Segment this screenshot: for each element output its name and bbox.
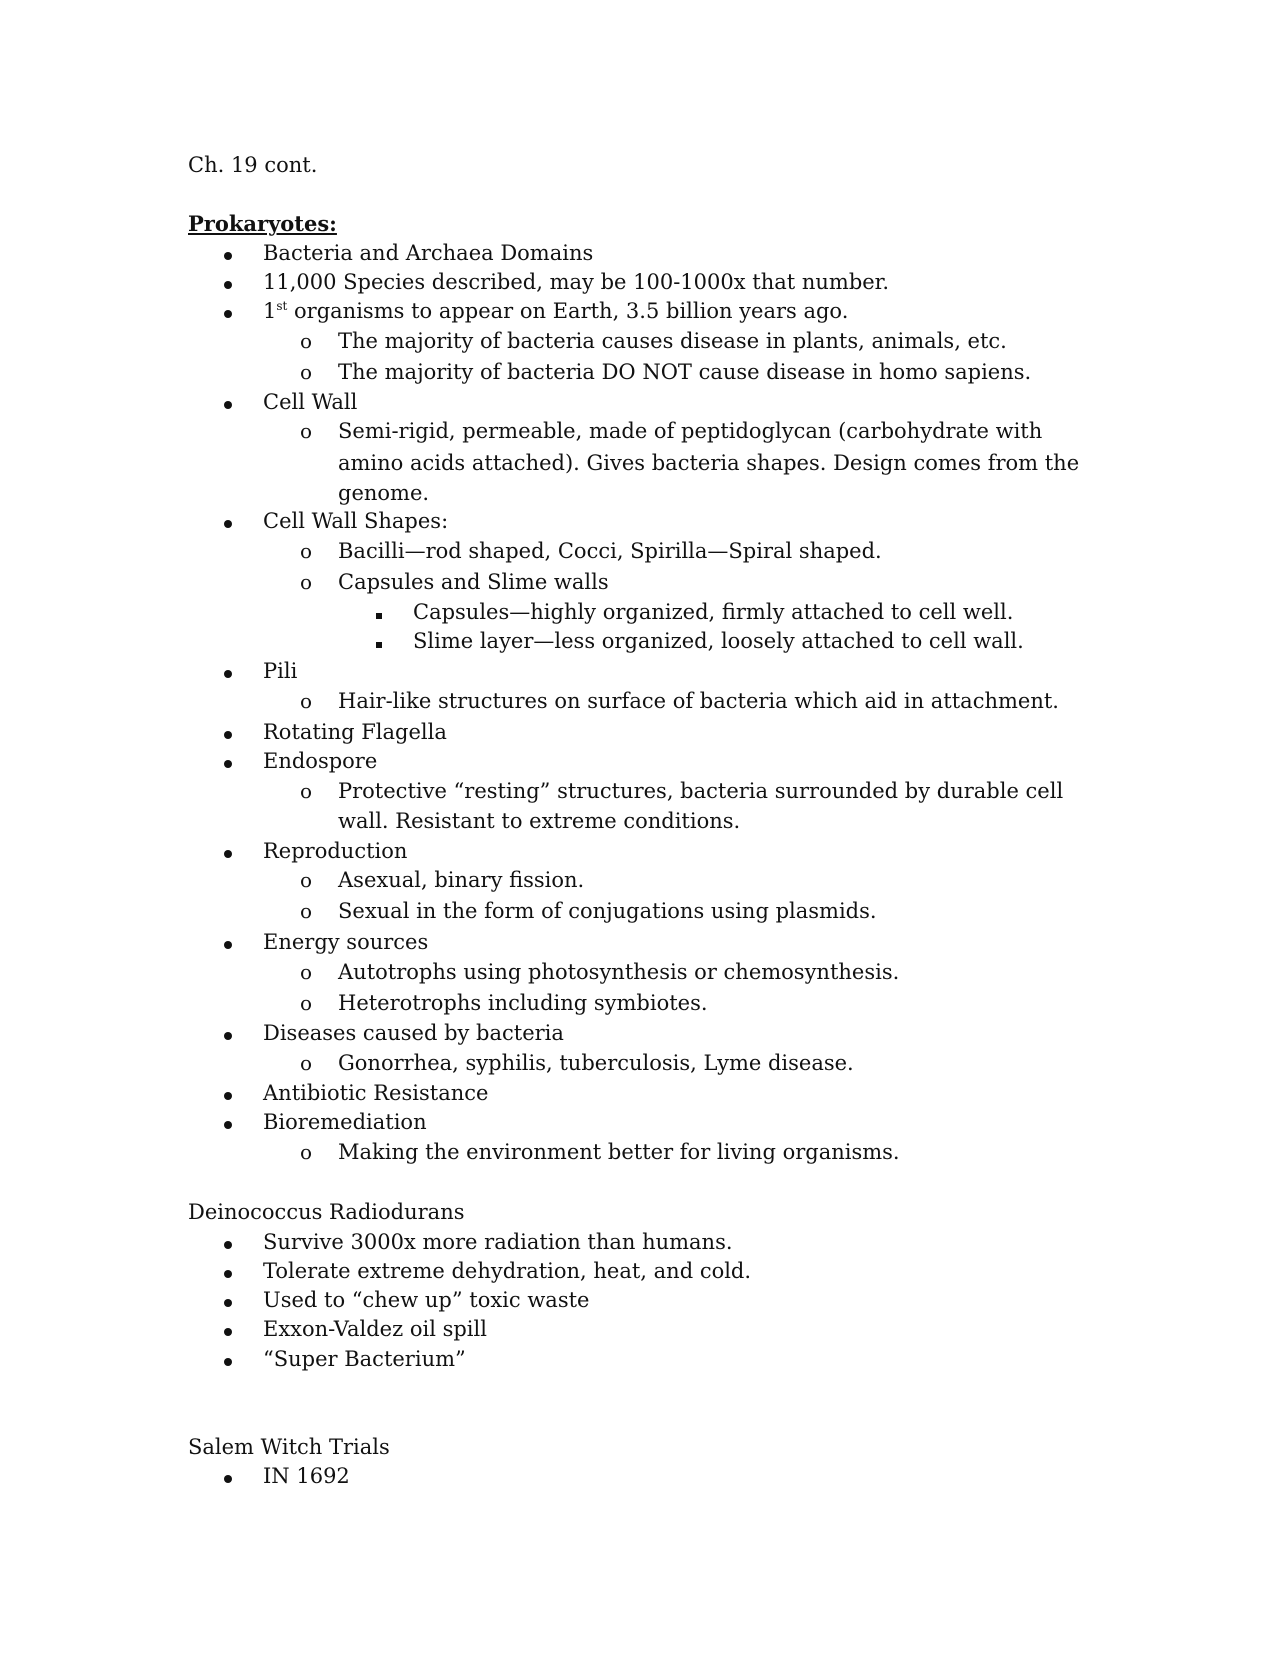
list-item-flagella: Rotating Flagella xyxy=(263,720,447,744)
sub-item-line: wall. Resistant to extreme conditions. xyxy=(338,809,741,833)
bullet-marker xyxy=(224,838,232,864)
sub-bullet-marker: o xyxy=(300,1140,313,1164)
list-item: Exxon-Valdez oil spill xyxy=(263,1317,487,1341)
sub-bullet-marker: o xyxy=(300,899,313,923)
list-item-antibiotic: Antibiotic Resistance xyxy=(263,1081,489,1105)
sub-bullet-marker: o xyxy=(300,960,313,984)
list-item-endospore: Endospore xyxy=(263,749,378,773)
sub-item: Capsules and Slime walls xyxy=(338,570,609,594)
bullet-marker xyxy=(224,1346,232,1372)
list-item: Tolerate extreme dehydration, heat, and cold. xyxy=(263,1259,752,1283)
sub-item: Hair-like structures on surface of bacteria which aid in attachment. xyxy=(338,689,1059,713)
sub-item: The majority of bacteria DO NOT cause disease in homo sapiens. xyxy=(338,360,1032,384)
list-item: Survive 3000x more radiation than humans. xyxy=(263,1230,733,1254)
ordinal-suffix: st xyxy=(276,299,288,313)
sub-sub-item: Capsules—highly organized, firmly attached to cell well. xyxy=(413,600,1014,624)
first-number: 1 xyxy=(263,299,277,323)
bullet-marker xyxy=(224,748,232,774)
bullet-marker xyxy=(224,240,232,266)
list-item-first-organisms xyxy=(263,298,848,324)
first-rest: organisms to appear on Earth, 3.5 billion years ago. xyxy=(287,299,849,323)
list-item-species: 11,000 Species described, may be 100-1000x that number. xyxy=(263,270,890,294)
sub-bullet-marker: o xyxy=(300,360,313,384)
list-item-reproduction: Reproduction xyxy=(263,839,408,863)
sub-item: Making the environment better for living organisms. xyxy=(338,1140,900,1164)
bullet-marker xyxy=(224,1287,232,1313)
sub-item-line: Semi-rigid, permeable, made of peptidoglycan (carbohydrate with xyxy=(338,419,1043,443)
list-item-pili: Pili xyxy=(263,659,298,683)
sub-item: Heterotrophs including symbiotes. xyxy=(338,991,708,1015)
section-heading-deinococcus: Deinococcus Radiodurans xyxy=(188,1200,465,1224)
sub-bullet-marker: o xyxy=(300,779,313,803)
sub-sub-bullet-marker xyxy=(376,599,382,625)
sub-bullet-marker: o xyxy=(300,539,313,563)
sub-bullet-marker: o xyxy=(300,868,313,892)
bullet-marker xyxy=(224,298,232,324)
list-item-energy: Energy sources xyxy=(263,930,429,954)
bullet-marker xyxy=(224,929,232,955)
sub-item: The majority of bacteria causes disease in plants, animals, etc. xyxy=(338,329,1007,353)
bullet-marker xyxy=(224,269,232,295)
sub-item: Autotrophs using photosynthesis or chemosynthesis. xyxy=(338,960,900,984)
bullet-marker xyxy=(224,1020,232,1046)
sub-item-line: amino acids attached). Gives bacteria shapes. Design comes from the xyxy=(338,451,1080,475)
list-item-diseases: Diseases caused by bacteria xyxy=(263,1021,564,1045)
sub-item: Asexual, binary fission. xyxy=(338,868,585,892)
bullet-marker xyxy=(224,1463,232,1489)
section-heading-prokaryotes: Prokaryotes: xyxy=(188,211,337,236)
sub-bullet-marker: o xyxy=(300,689,313,713)
bullet-marker xyxy=(224,508,232,534)
bullet-marker xyxy=(224,1080,232,1106)
bullet-marker xyxy=(224,1258,232,1284)
sub-item-line: Protective “resting” structures, bacteria surrounded by durable cell xyxy=(338,779,1064,803)
bullet-marker xyxy=(224,1229,232,1255)
sub-bullet-marker: o xyxy=(300,991,313,1015)
sub-sub-bullet-marker xyxy=(376,628,382,654)
list-item: IN 1692 xyxy=(263,1464,350,1488)
sub-bullet-marker: o xyxy=(300,419,313,443)
sub-item: Sexual in the form of conjugations using plasmids. xyxy=(338,899,877,923)
list-item: Used to “chew up” toxic waste xyxy=(263,1288,590,1312)
list-item-domains: Bacteria and Archaea Domains xyxy=(263,241,594,265)
bullet-marker xyxy=(224,1316,232,1342)
bullet-marker xyxy=(224,389,232,415)
bullet-marker xyxy=(224,1109,232,1135)
page-header: Ch. 19 cont. xyxy=(188,153,318,177)
section-heading-salem: Salem Witch Trials xyxy=(188,1435,390,1459)
sub-item: Gonorrhea, syphilis, tuberculosis, Lyme disease. xyxy=(338,1051,854,1075)
list-item-shapes: Cell Wall Shapes: xyxy=(263,509,449,533)
list-item-cell-wall: Cell Wall xyxy=(263,390,358,414)
list-item: “Super Bacterium” xyxy=(263,1347,466,1371)
sub-item: Bacilli—rod shaped, Cocci, Spirilla—Spiral shaped. xyxy=(338,539,882,563)
bullet-marker xyxy=(224,719,232,745)
sub-sub-item: Slime layer—less organized, loosely attached to cell wall. xyxy=(413,629,1024,653)
sub-bullet-marker: o xyxy=(300,329,313,353)
bullet-marker xyxy=(224,658,232,684)
sub-item-line: genome. xyxy=(338,481,430,505)
sub-bullet-marker: o xyxy=(300,570,313,594)
sub-bullet-marker: o xyxy=(300,1051,313,1075)
list-item-bioremediation: Bioremediation xyxy=(263,1110,427,1134)
